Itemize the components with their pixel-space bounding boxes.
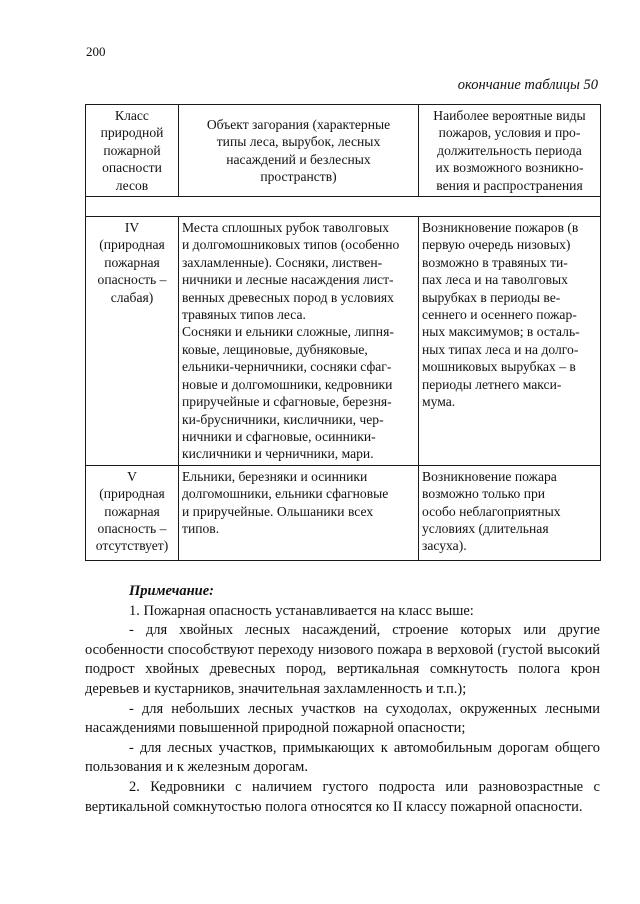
object-cell: Ельники, березняки и осинники долгомошники, ельники сфагновые и приручейные. Ольшаники всех типов. [179,465,419,560]
fires-cell: Возникновение пожара возможно только при особо неблагоприятных условиях (длительная засуха). [419,465,601,560]
fires-cell: Возникновение пожаров (в первую очередь низовых) возможно в травяных ти- пах леса и на таволговых вырубках в периоды ве- сеннего и осеннего пожар- ных максимумов; в осталь- ных типах леса и на долго- мошниковых вырубках – в периоды летнего макси- мума. [419,217,601,466]
note-section [85,582,600,817]
note-paragraph: - для лесных участков, примыкающих к автомобильным дорогам общего пользования и к железным дорогам. [85,739,600,776]
header-object: Объект загорания (характерные типы леса, вырубок, лесных насаждений и безлесных пространств) [179,105,419,197]
header-fires: Наиболее вероятные виды пожаров, условия и про- должительность периода их возможного возникно- вения и распространения [419,105,601,197]
object-cell: Места сплошных рубок таволговых и долгомошниковых типов (особенно захламленные). Сосняки, листвен- ничники и лесные насаждения лист- венных древесных пород в условиях травяных типов леса. Сосняки и ельники сложные, липня- ковые, лещиновые, дубняковые, ельники-черничники, сосняки сфаг- новые и долгомошники, кедровники приручейные и сфагновые, березня- ки-брусничники, кисличники, чер- ничники и сфагновые, осинники- кисличники и черничники, мари. [179,217,419,466]
fire-danger-table [85,104,601,561]
page-number: 200 [86,44,106,59]
note-paragraph: 2. Кедровники с наличием густого подроста или разновозрастные с вертикальной сомкнутостью полога относятся ко II классу пожарной опасности. [85,778,600,815]
table-row [86,465,601,560]
note-paragraph: 1. Пожарная опасность устанавливается на класс выше: [129,602,474,619]
note-paragraph: - для хвойных лесных насаждений, строение которых или другие особенности способствуют переходу низового пожара в верховой (густой высокий подрост хвойных древесных пород, вертикальная сомкнутость полога крон деревьев и кустарников, значительная захламленность и т.п.); [85,622,600,697]
table-continuation-caption: окончание таблицы 50 [457,77,598,93]
class-cell: V (природная пожарная опасность – отсутствует) [86,465,179,560]
note-paragraph: - для небольших лесных участков на суходолах, окруженных лесными насаждениями повышенной природной пожарной опасности; [85,700,600,737]
header-class: Класс природной пожарной опасности лесов [86,105,179,197]
class-cell: IV (природная пожарная опасность – слабая) [86,217,179,466]
spacer-cell [86,197,601,217]
table-row [86,217,601,466]
note-title: Примечание: [129,583,215,599]
table-header-row [86,105,601,197]
table-spacer-row [86,197,601,217]
